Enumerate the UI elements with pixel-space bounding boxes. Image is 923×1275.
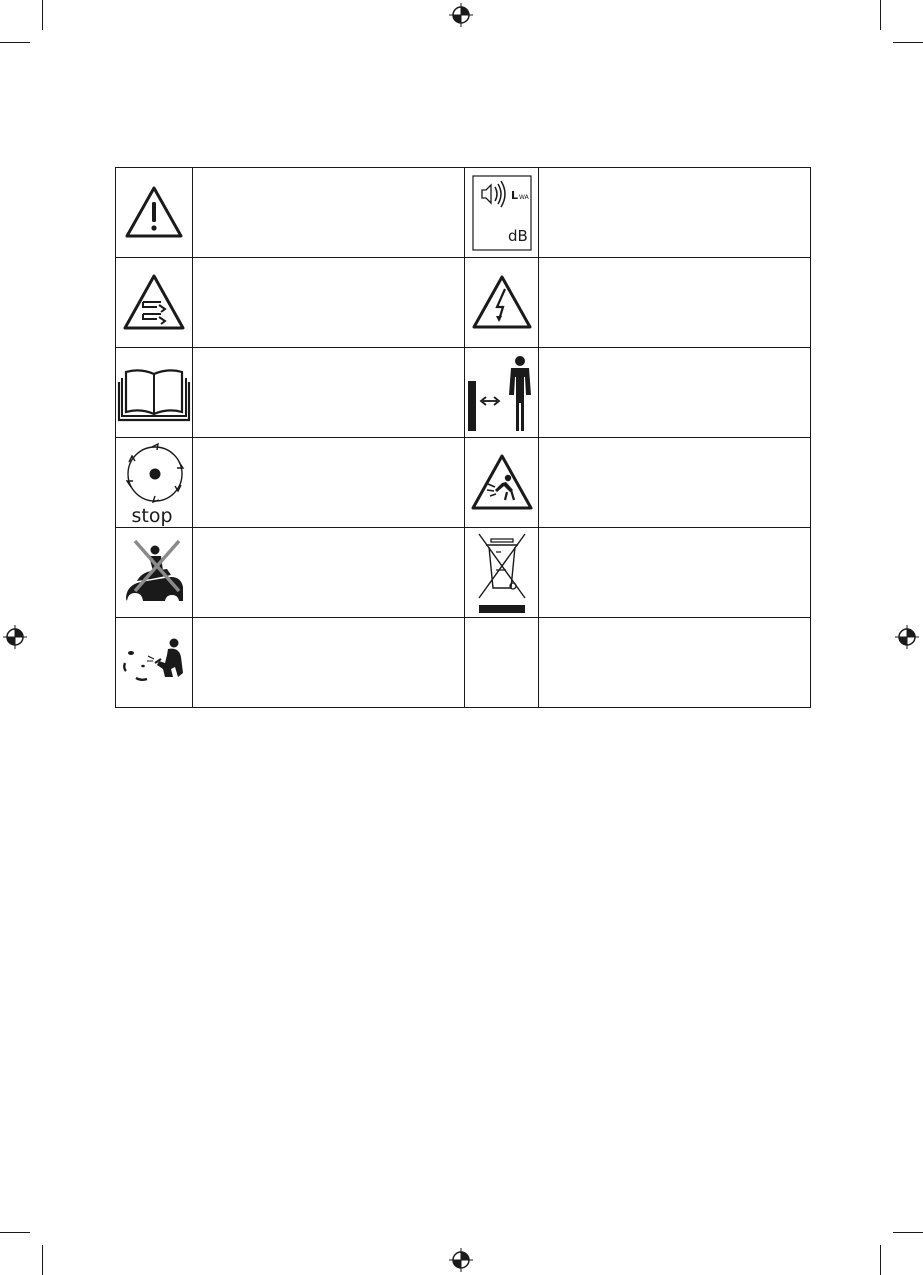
symbol-description [193, 348, 465, 438]
symbol-icon-cell [465, 168, 539, 258]
sound-level-symbol-text: L [510, 188, 518, 202]
registration-mark-icon [449, 1248, 473, 1272]
crop-mark [42, 1245, 43, 1275]
symbol-icon-cell [465, 618, 539, 708]
symbol-icon-cell [116, 438, 193, 528]
symbol-description [539, 348, 811, 438]
symbol-description [539, 438, 811, 528]
symbol-icon-cell [465, 528, 539, 618]
table-row [116, 438, 811, 528]
symbol-description [193, 258, 465, 348]
symbol-icon-cell [465, 258, 539, 348]
symbol-icon-cell [116, 618, 193, 708]
safety-symbols-table [115, 167, 811, 708]
table-row [116, 528, 811, 618]
symbol-icon-cell [116, 528, 193, 618]
symbol-description [539, 168, 811, 258]
registration-mark-icon [3, 625, 27, 649]
sharp-blades-warning-icon [121, 272, 187, 334]
no-riding-icon [121, 535, 187, 611]
sound-level-unit-text: dB [507, 226, 528, 245]
read-manual-icon [116, 362, 192, 424]
registration-mark-icon [449, 3, 473, 27]
warning-triangle-icon [123, 184, 185, 242]
table-row [116, 258, 811, 348]
table-row [116, 618, 811, 708]
symbol-icon-cell [116, 258, 193, 348]
symbol-description [193, 528, 465, 618]
hand-injury-warning-icon [469, 452, 535, 514]
crop-mark [880, 1245, 881, 1275]
sound-level-subscript-text: WA [518, 193, 529, 201]
symbol-description [193, 618, 465, 708]
stop-label: stop [131, 504, 173, 526]
crop-mark [42, 0, 43, 30]
keep-distance-icon [466, 353, 538, 433]
crop-mark [0, 1232, 30, 1233]
blade-stop-icon [121, 440, 187, 526]
weee-crossed-bin-icon [469, 530, 535, 616]
symbol-description [193, 168, 465, 258]
symbol-icon-cell [465, 438, 539, 528]
symbol-icon-cell [116, 168, 193, 258]
sound-power-level-icon [470, 173, 534, 253]
electric-shock-warning-icon [470, 273, 534, 333]
symbol-description [193, 438, 465, 528]
thrown-objects-icon [121, 633, 187, 693]
symbol-description [539, 528, 811, 618]
table-row [116, 168, 811, 258]
crop-mark [880, 0, 881, 30]
symbol-icon-cell [116, 348, 193, 438]
crop-mark [893, 42, 923, 43]
crop-mark [0, 42, 30, 43]
symbol-description [539, 258, 811, 348]
symbol-description [539, 618, 811, 708]
crop-mark [893, 1232, 923, 1233]
registration-mark-icon [895, 625, 919, 649]
symbol-icon-cell [465, 348, 539, 438]
table-row [116, 348, 811, 438]
